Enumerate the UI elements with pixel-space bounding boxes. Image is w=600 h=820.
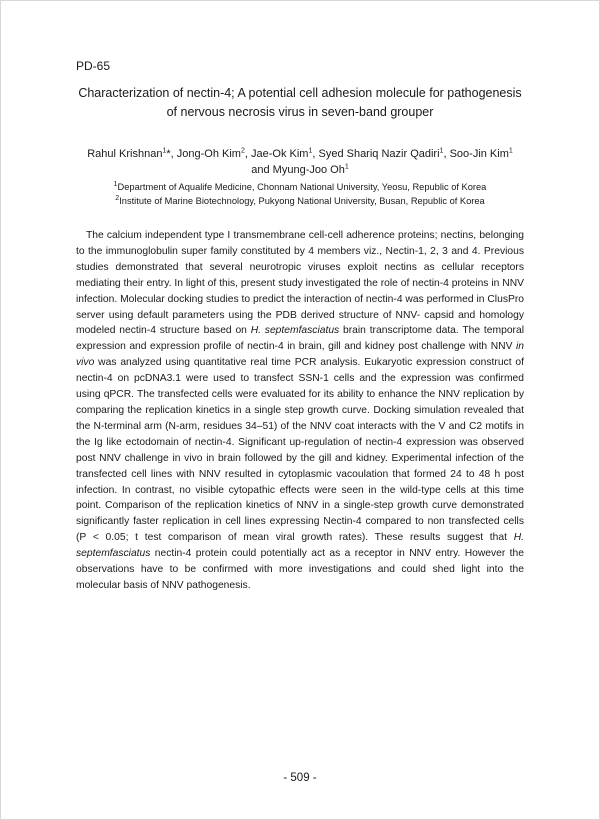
author-affil-sup: 2 (240, 147, 245, 155)
author-name: Syed Shariq Nazir Qadiri (318, 148, 440, 160)
affiliation-1 (60, 180, 540, 194)
in-vivo-term: in vivo (76, 341, 524, 369)
author-affil-sup: 1 (439, 147, 444, 155)
abstract-code: PD-65 (76, 59, 111, 73)
abstract-text: was analyzed using quantitative real time PCR analysis. Eukaryotic expression construct of nectin-4 on pcDNA3.1 were used to transfect SSN-1 cells and the expression was confirmed using qPCR. The transfected cells were evaluated for its ability to enhance the NNV replication by comparing the replication kinetics in a single step growth curve. Docking simulation revealed that the N-terminal arm (N-arm, residues 34–51) of the NNV coat interacts with the V and C2 motifs in the Ig like ectodomain of nectin-4. Significant up-regulation of nectin-4 expression was observed post NNV challenge in vivo in brain followed by the gill and kidney. Experimental infection of the transfected cell lines with NNV resulted in cytoplasmic vacoulation that formed 24 to 48 h post infection. In contrast, no visible cytopathic effects were seen in the wild-type cells at this time point. Comparison of the replication kinetics of NNV in a single-step growth curve demonstrated significantly faster replication in cell lines expressing Nectin-4 compared to non transfected cells (P < 0.05; t test comparison of mean viral growth rates). These results suggest that (76, 357, 524, 544)
title-line-1: Characterization of nectin-4; A potential cell adhesion molecule for pathogenesis (78, 86, 522, 100)
author-line-1 (60, 146, 540, 162)
author-name: Jae-Ok Kim (250, 148, 309, 160)
affiliation-text: Institute of Marine Biotechnology, Pukyong National University, Busan, Republic of Korea (119, 196, 485, 206)
author-separator: , (312, 148, 319, 160)
author-separator: *, (166, 148, 177, 160)
title-line-2: of nervous necrosis virus in seven-band grouper (166, 105, 434, 119)
affiliation-sup: 2 (115, 194, 120, 202)
author-separator: , (443, 148, 450, 160)
species-name: H. septemfasciatus (76, 532, 524, 560)
abstract-text: nectin-4 protein could potentially act as a receptor in NNV entry. However the observations have to be confirmed with more investigations and could shed light into the molecular basis of NNV pathogenesis. (76, 548, 524, 591)
author-list (60, 146, 540, 178)
affiliation-text: Department of Aqualife Medicine, Chonnam National University, Yeosu, Republic of Korea (117, 182, 487, 192)
page-number: - 509 - (283, 772, 317, 784)
affiliation-2 (60, 194, 540, 208)
author-affil-sup: 1 (162, 147, 167, 155)
author-affil-sup: 1 (308, 147, 313, 155)
author-name: and Myung-Joo Oh (251, 164, 345, 176)
affiliation-sup: 1 (113, 180, 118, 188)
species-name: H. septemfasciatus (250, 325, 340, 337)
author-name: Jong-Oh Kim (176, 148, 241, 160)
abstract-body (76, 228, 524, 594)
author-separator: , (244, 148, 251, 160)
abstract-text: brain transcriptome data. The temporal expression and expression profile of nectin-4 in brain, gill and kidney post challenge with NNV (76, 325, 524, 353)
author-name: Soo-Jin Kim (449, 148, 509, 160)
author-affil-sup: 1 (508, 147, 513, 155)
paper-title (60, 84, 540, 122)
author-line-2 (60, 162, 540, 178)
abstract-text: The calcium independent type I transmembrane cell-cell adherence proteins; nectins, belonging to the immunoglobulin super family constituted by 4 members viz., Nectin-1, 2, 3 and 4. Previous studies demonstrated that several neurotropic viruses exploit nectins as cellular receptors mediating their entry. In light of this, present study investigated the role of nectin-4 proteins in NNV infection. Molecular docking studies to predict the interaction of nectin-4 was performed in ClusPro server using default parameters using the PDB derived structure of NNV- capsid and homology modeled nectin-4 structure based on (76, 230, 524, 337)
author-name: Rahul Krishnan (87, 148, 163, 160)
author-affil-sup: 1 (344, 163, 349, 171)
affiliation-list (60, 180, 540, 208)
